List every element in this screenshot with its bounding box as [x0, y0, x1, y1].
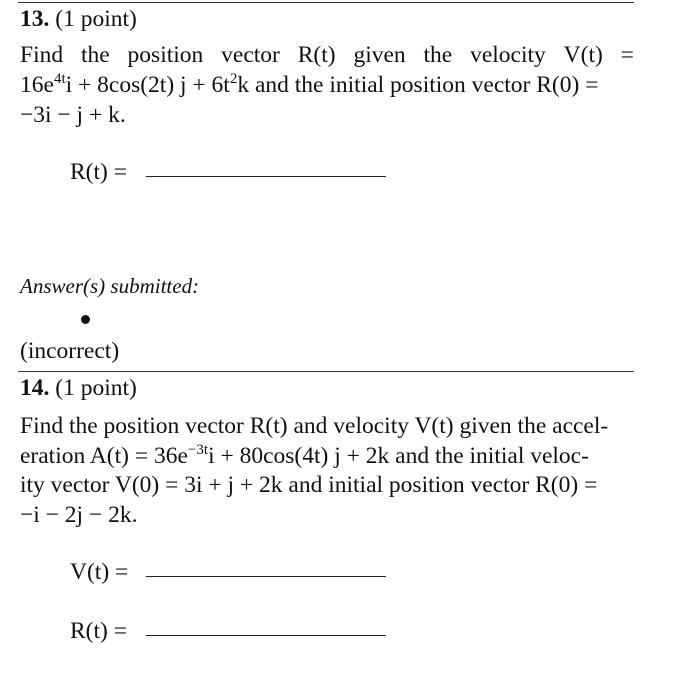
problem-14-header: [20, 377, 137, 401]
position-answer-input[interactable]: [146, 176, 386, 177]
answer-label-v: V(t) =: [70, 559, 129, 585]
problem-14-text-line-3: ity vector V(0) = 3i + j + 2k and initial position vector R(0) =: [20, 472, 598, 498]
velocity-term-1: 16e: [20, 72, 54, 98]
word: the: [423, 42, 453, 68]
word: given: [353, 42, 406, 68]
problem-14-text-line-4: −i − 2j − 2k.: [20, 502, 138, 528]
equals-sign: =: [620, 42, 634, 68]
problem-14-number: 14.: [20, 375, 50, 401]
problem-13-number: 13.: [20, 6, 50, 32]
velocity-terms: i + 8cos(2t) j + 6t: [65, 72, 230, 98]
problem-14-text-line-2: [20, 442, 589, 469]
problem-14-text-line-1: Find the position vector R(t) and velocity V(t) given the accel-: [20, 413, 609, 439]
word: the: [80, 42, 110, 68]
top-divider: [18, 2, 634, 3]
acceleration-terms: i + 80cos(4t) j + 2k and the initial veloc-: [208, 443, 589, 469]
submission-status: (incorrect): [20, 338, 120, 364]
answers-submitted-heading: Answer(s) submitted:: [20, 274, 200, 298]
problem-13-header: [20, 8, 137, 32]
word: position: [127, 42, 204, 68]
exponent: −3t: [187, 442, 209, 458]
acceleration-term: eration A(t) = 36e: [20, 443, 188, 469]
word: vector: [221, 42, 280, 68]
position-answer-input[interactable]: [146, 635, 386, 636]
problem-13-text-line-2: [20, 71, 599, 98]
velocity-terms-end: k and the initial position vector R(0) =: [237, 72, 599, 98]
exponent: 4t: [53, 71, 66, 87]
word: Find: [20, 42, 64, 68]
vector-v-t: V(t): [563, 42, 603, 68]
problem-14-points: (1 point): [55, 375, 137, 401]
bullet-icon: [81, 315, 90, 324]
problem-13-points: (1 point): [55, 6, 137, 32]
exponent: 2: [229, 71, 238, 87]
velocity-answer-input[interactable]: [146, 576, 386, 577]
answer-label-r: R(t) =: [70, 618, 127, 644]
problem-13-text-line-3: [20, 104, 126, 128]
initial-position-value: −3i − j + k.: [20, 102, 126, 128]
problem-divider: [18, 371, 634, 372]
answer-label-r: R(t) =: [70, 159, 127, 185]
vector-r-t: R(t): [297, 42, 336, 68]
word: velocity: [470, 42, 546, 68]
problem-13-text-line-1: [20, 44, 634, 68]
